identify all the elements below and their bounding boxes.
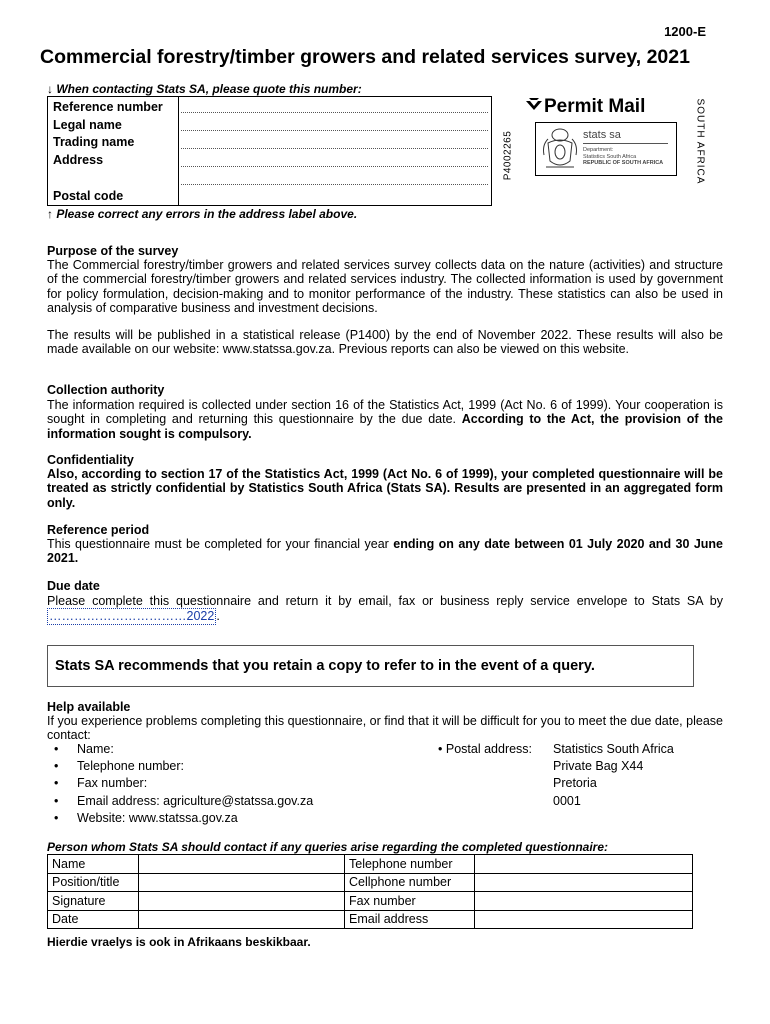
trading-name-label: Trading name <box>53 135 135 149</box>
postal-line-3: Pretoria <box>553 776 597 791</box>
contact-position-label: Position/title <box>48 873 139 892</box>
collection-bold: According to the Act, the provision of the information sought is compulsory. <box>47 412 724 441</box>
permit-mail-stamp <box>502 96 706 185</box>
publication-text: The results will be published in a statistical release (P1400) by the end of November 2022. These results will also be made available on our website: www.statssa.gov.za. Previous reports can also be viewed on this website. <box>47 328 723 357</box>
contact-telephone-input[interactable] <box>475 855 693 874</box>
page-title: Commercial forestry/timber growers and related services survey, 2021 <box>40 46 690 68</box>
postal-address-label <box>438 741 532 758</box>
contact-table <box>47 854 693 929</box>
help-heading: Help available <box>47 700 131 714</box>
contact-signature-input[interactable] <box>139 892 345 911</box>
postal-code-label: Postal code <box>53 189 124 203</box>
collection-body: The information required is collected under section 16 of the Statistics Act, 1999 (Act No. 6 of 1999). Your cooperation is sought in completing and returning this questionnaire by the due date. <box>47 398 723 427</box>
permit-mail-title <box>524 96 645 118</box>
postal-line-2: Private Bag X44 <box>553 759 644 774</box>
quote-instruction <box>47 82 362 96</box>
purpose-heading: Purpose of the survey <box>47 244 179 258</box>
help-contact-list <box>47 741 313 827</box>
postal-line-1: Statistics South Africa <box>553 742 674 756</box>
contact-email-input[interactable] <box>475 910 693 929</box>
arrow-down-icon: ↓ <box>47 82 53 96</box>
help-email-item: • Email address: agriculture@statssa.gov.za <box>47 793 313 810</box>
logo-divider <box>583 143 668 144</box>
contact-heading: Person whom Stats SA should contact if any queries arise regarding the completed questionnaire: <box>47 840 609 854</box>
postal-line-4: 0001 <box>553 793 581 808</box>
postal-label-text: Postal address: <box>445 742 533 756</box>
help-text: If you experience problems completing this questionnaire, or find that it will be difficult for you to meet the due date, please contact: <box>47 714 723 743</box>
dept-line-2: Statistics South Africa <box>583 153 637 160</box>
help-name-item: • Name: <box>47 741 313 758</box>
stats-sa-name: stats sa <box>583 129 621 141</box>
contact-fax-input[interactable] <box>475 892 693 911</box>
arrow-up-icon: ↑ <box>47 207 53 221</box>
due-date-field[interactable]: ……………………………2022 <box>49 609 215 624</box>
collection-heading: Collection authority <box>47 383 165 397</box>
contact-name-label: Name <box>48 855 139 874</box>
reference-period-heading: Reference period <box>47 523 150 537</box>
contact-date-label: Date <box>48 910 139 929</box>
purpose-text: The Commercial forestry/timber growers and related services survey collects data on the nature (activities) and structure of the commercial forestry/timber growers and related services industry. The collected information is used by government for policy formulation, decision-making and to monitor performance of the industry. These statistics can also be used in analysis of comparative business and investment decisions. <box>47 258 723 316</box>
contact-email-label: Email address <box>345 910 475 929</box>
permit-number-text: P4002265 <box>502 130 514 181</box>
reference-period-body: This questionnaire must be completed for your financial year <box>47 537 389 551</box>
due-date-heading: Due date <box>47 579 100 593</box>
address-label-box <box>47 96 492 206</box>
permit-title-text: Permit Mail <box>544 96 646 117</box>
address-field-line-2[interactable] <box>181 184 488 185</box>
legal-name-label: Legal name <box>53 118 122 132</box>
dept-line-3: REPUBLIC OF SOUTH AFRICA <box>583 160 664 166</box>
recommendation-text: Stats SA recommends that you retain a copy to refer to in the event of a query. <box>55 658 595 674</box>
due-date-body: Please complete this questionnaire and return it by email, fax or business reply service envelope to Stats SA by <box>47 594 723 608</box>
table-row <box>48 910 693 929</box>
help-website-item: • Website: www.statssa.gov.za <box>47 810 313 827</box>
confidentiality-text: Also, according to section 17 of the Statistics Act, 1999 (Act No. 6 of 1999), your completed questionnaire will be treated as strictly confidential by Statistics South Africa (Stats SA). Results are presented in an aggregated form only. <box>47 467 723 510</box>
contact-date-input[interactable] <box>139 910 345 929</box>
confidentiality-heading: Confidentiality <box>47 453 134 467</box>
coat-of-arms-icon <box>540 125 580 173</box>
contact-signature-label: Signature <box>48 892 139 911</box>
contact-telephone-label: Telephone number <box>345 855 475 874</box>
table-row <box>48 873 693 892</box>
address-field-line-1[interactable] <box>181 166 488 167</box>
south-africa-text: SOUTH AFRICA <box>694 98 706 185</box>
postal-address-lines <box>553 741 674 810</box>
south-africa-vertical <box>685 98 706 185</box>
address-label-divider <box>178 97 179 205</box>
table-row <box>48 855 693 874</box>
permit-number <box>502 126 517 182</box>
contact-name-input[interactable] <box>139 855 345 874</box>
bullet-icon: • <box>438 742 443 756</box>
due-date-suffix: . <box>216 609 220 624</box>
recommendation-box <box>47 645 694 687</box>
reference-period-text <box>47 537 723 566</box>
table-row <box>48 892 693 911</box>
contact-fax-label: Fax number <box>345 892 475 911</box>
reference-number-label: Reference number <box>53 100 163 114</box>
due-date-text <box>47 594 723 625</box>
help-fax-item: • Fax number: <box>47 775 313 792</box>
legal-name-field[interactable] <box>181 130 488 131</box>
collection-text <box>47 398 723 441</box>
afrikaans-note: Hierdie vraelys is ook in Afrikaans beskikbaar. <box>47 935 311 949</box>
permit-arrow-icon <box>524 97 544 113</box>
department-lines <box>583 147 663 167</box>
quote-instruction-text: When contacting Stats SA, please quote this number: <box>56 82 362 96</box>
contact-cellphone-label: Cellphone number <box>345 873 475 892</box>
reference-period-bold: ending on any date between 01 July 2020 and 30 June 2021. <box>47 537 724 566</box>
reference-number-field[interactable] <box>181 112 488 113</box>
correct-instruction <box>47 207 357 221</box>
contact-cellphone-input[interactable] <box>475 873 693 892</box>
stats-sa-logo-frame <box>535 122 677 176</box>
correct-instruction-text: Please correct any errors in the address label above. <box>56 207 358 221</box>
form-code: 1200-E <box>664 24 706 39</box>
address-label: Address <box>53 153 104 167</box>
dept-line-1: Department: <box>583 147 614 153</box>
contact-position-input[interactable] <box>139 873 345 892</box>
help-telephone-item: • Telephone number: <box>47 758 313 775</box>
trading-name-field[interactable] <box>181 148 488 149</box>
